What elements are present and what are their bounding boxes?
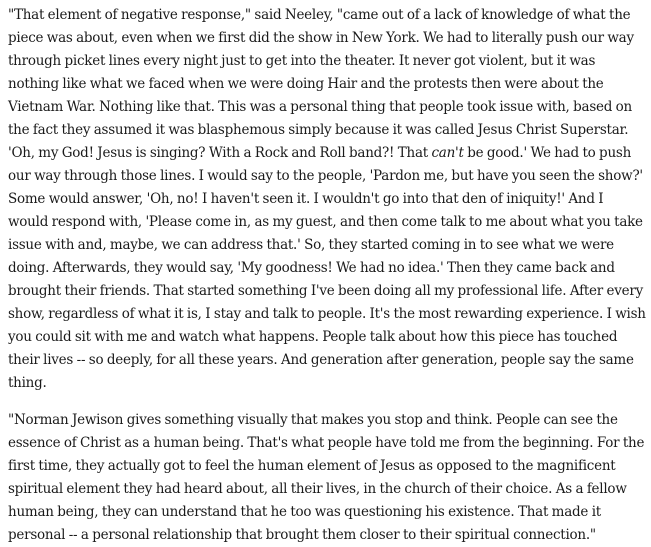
paragraph-neeley-quote: [8, 4, 646, 395]
paragraph-jewison-quote: "Norman Jewison gives something visually that makes you stop and think. People can see the essence of Christ as a human being. That's what people have told me from the beginning. For the first time, they actually got to feel the human element of Jesus as opposed to the magnificent spiritual element they had heard about, all their lives, in the church of their choice. As a fellow human being, they can understand that he too was questioning his existence. That made it personal -- a personal relationship that brought them closer to their spiritual connection.": [8, 412, 645, 543]
paragraph-text-start: "That element of negative response," said Neeley, "came out of a lack of knowledge of what the piece was about, even when we first did the show in New York. We had to literally push our way through picket lines every night just to get into the theater. It never got violent, but it was nothing like what we faced when we were doing Hair and the protests then were about the Vietnam War. Nothing like that. This was a personal thing that people took issue with, based on the fact they assumed it was blasphemous simply because it was called Jesus Christ Superstar. 'Oh, my God! Jesus is singing? With a Rock and Roll band?! That: [8, 7, 634, 161]
emphasis-cant: can't: [431, 145, 464, 161]
paragraph-text-end: be good.' We had to push our way through those lines. I would say to the people, 'Pardon me, but have you seen the show?' Some would answer, 'Oh, no! I haven't seen it. I wouldn't go into that den of iniquity!' And I would respond with, 'Please come in, as my guest, and then come talk to me about what you take issue with and, maybe, we can address that.' So, they started coming in to see what we were doing. Afterwards, they would say, 'My goodness! We had no idea.' Then they came back and brought their friends. That started something I've been doing all my professional life. After every show, regardless of what it is, I stay and talk to people. It's the most rewarding experience. I wish you could sit with me and watch what happens. People talk about how this piece has touched their lives -- so deeply, for all these years. And generation after generation, people say the same thing.: [8, 145, 646, 391]
article-body: [8, 4, 646, 547]
